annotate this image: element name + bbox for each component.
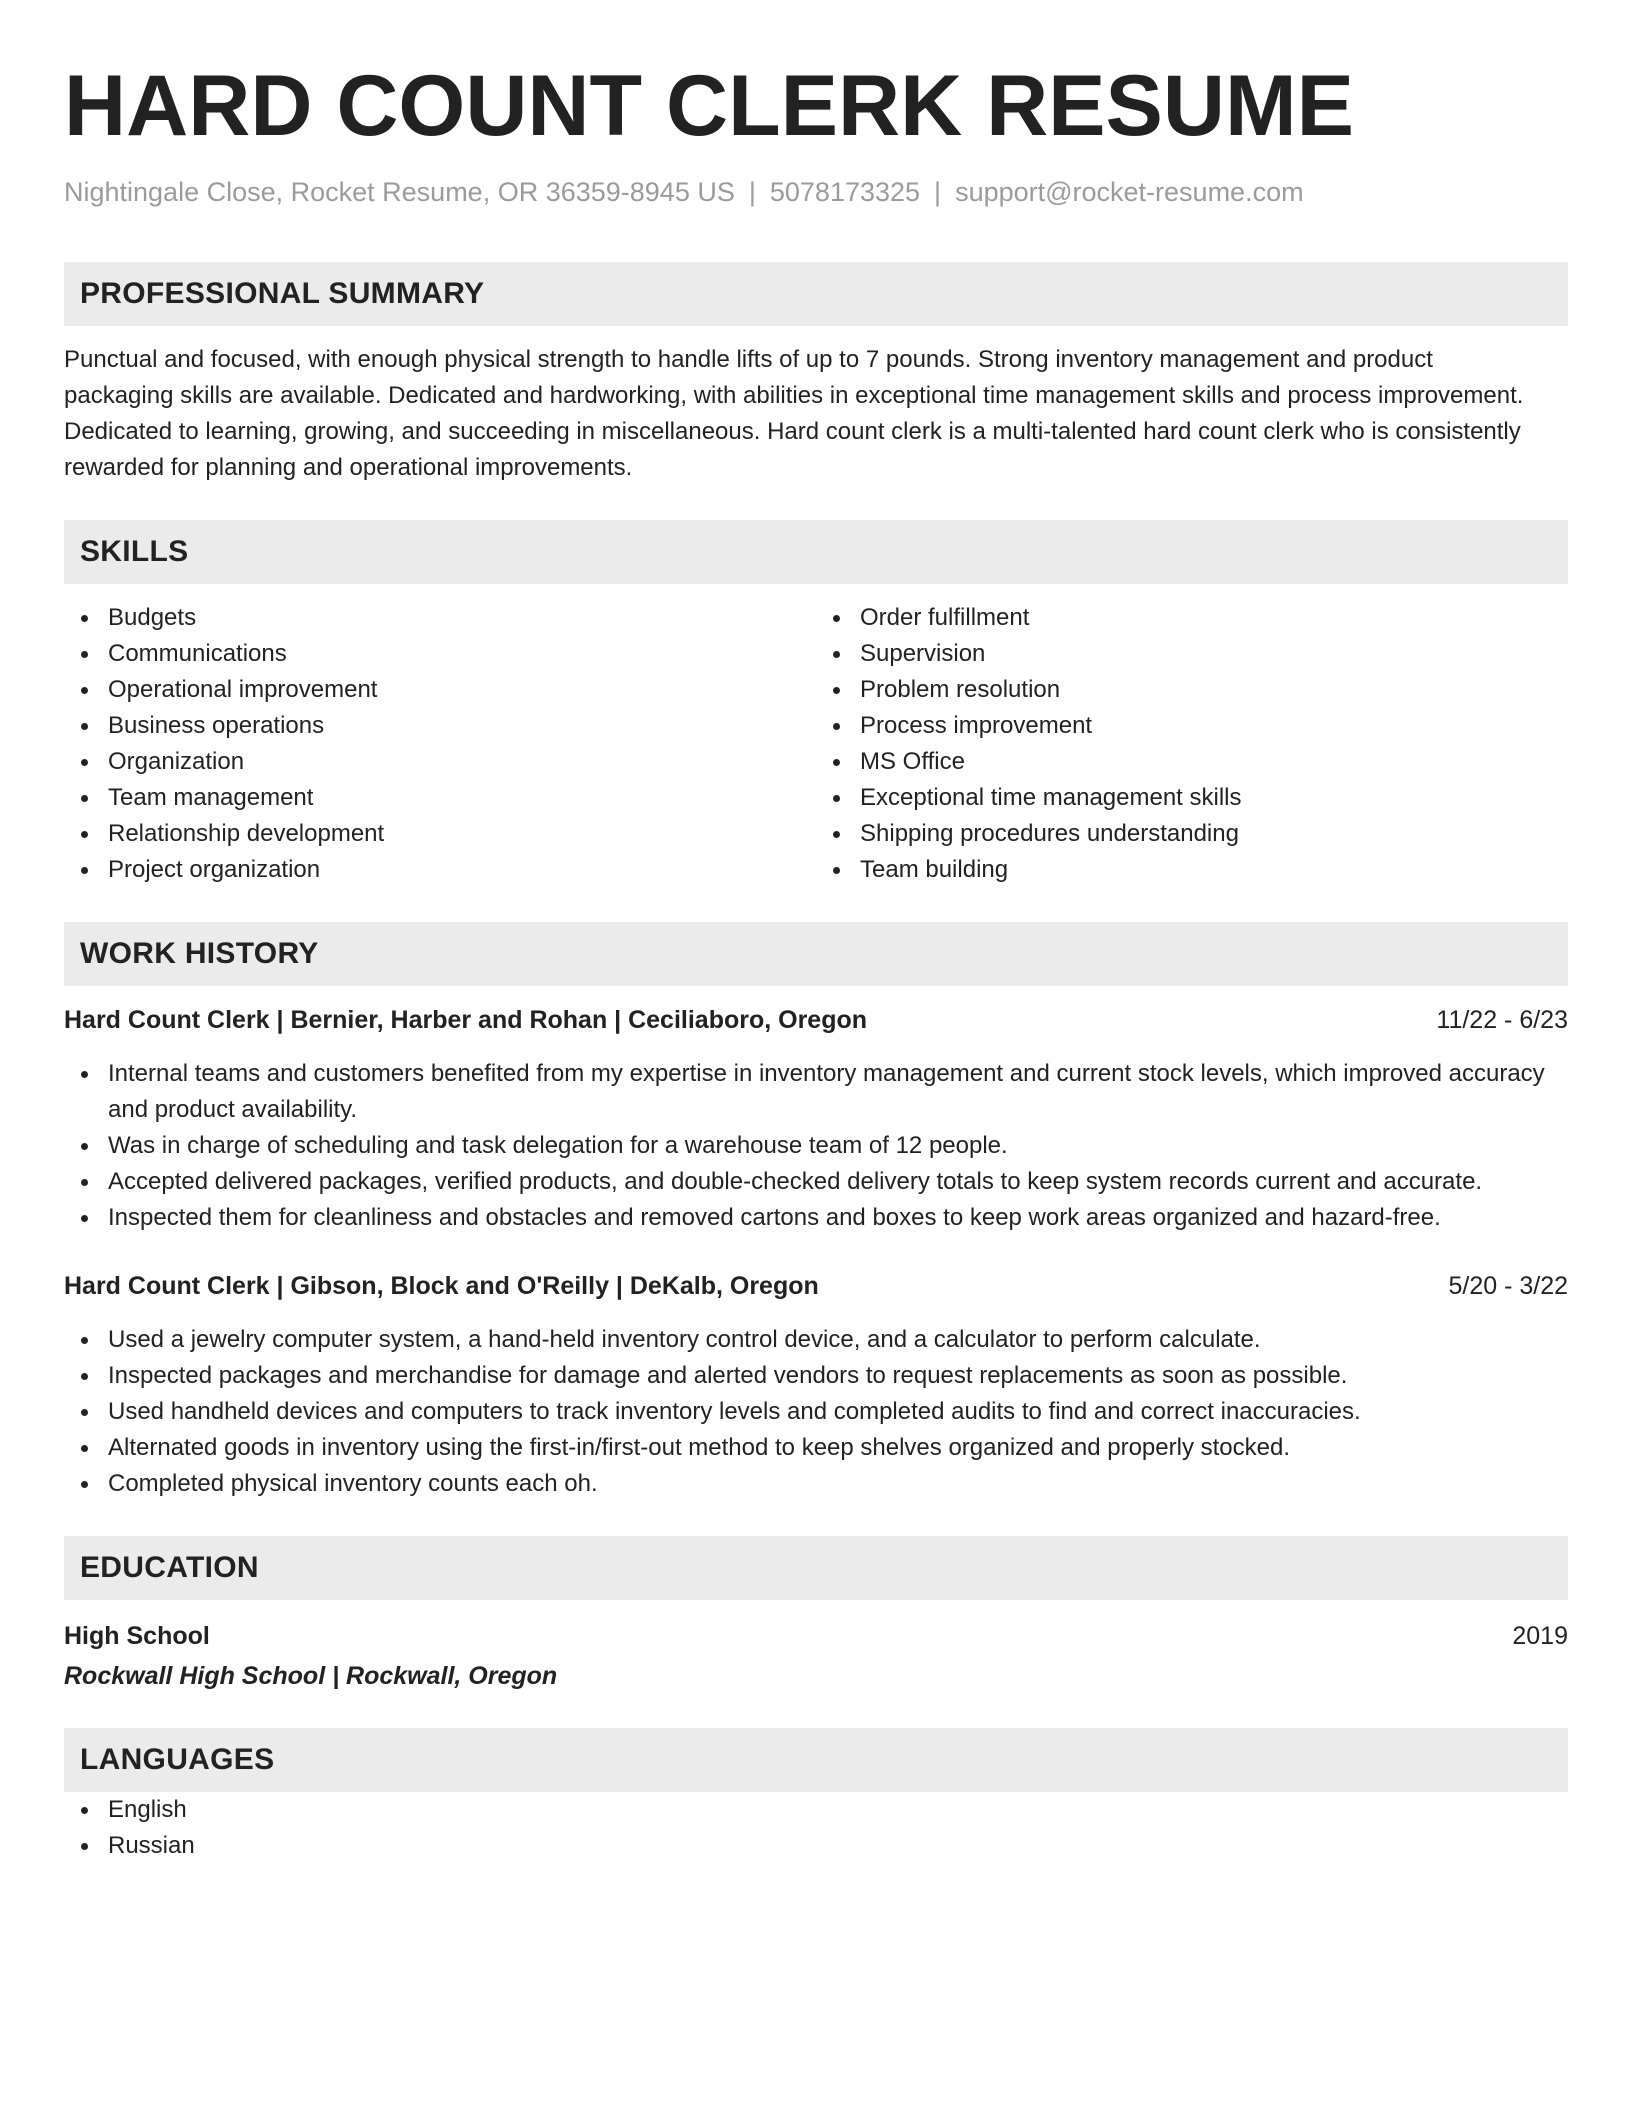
job-bullet: Alternated goods in inventory using the first-in/first-out method to keep shelves organized and properly stocked. [108, 1430, 1568, 1466]
skill-item: Supervision [860, 636, 1568, 672]
skills-list-left [64, 600, 816, 888]
job-bullet: Accepted delivered packages, verified products, and double-checked delivery totals to keep system records current and accurate. [108, 1164, 1568, 1200]
education-entry [64, 1618, 1568, 1694]
summary-text: Punctual and focused, with enough physical strength to handle lifts of up to 7 pounds. Strong inventory management and product packaging skills are available. Dedicated and hardworking, with abilities in exceptional time management skills and process improvement. Dedicated to learning, growing, and succeeding in miscellaneous. Hard count clerk is a multi-talented hard count clerk who is consistently rewarded for planning and operational improvements. [64, 346, 1524, 481]
skill-item: Team building [860, 852, 1568, 888]
skill-item: Team management [108, 780, 816, 816]
contact-separator: | [934, 177, 942, 207]
skill-item: MS Office [860, 744, 1568, 780]
languages-heading: LANGUAGES [64, 1728, 1568, 1792]
skill-item: Project organization [108, 852, 816, 888]
job-title: Hard Count Clerk | Gibson, Block and O'Reilly | DeKalb, Oregon [64, 1272, 819, 1300]
education-section [64, 1536, 1568, 1694]
languages-list [64, 1792, 1568, 1864]
job-dates: 5/20 - 3/22 [1448, 1272, 1568, 1300]
education-header [64, 1618, 1568, 1654]
job-entry [64, 1268, 1568, 1502]
contact-address: Nightingale Close, Rocket Resume, OR 36359-8945 US [64, 177, 735, 207]
education-school: Rockwall High School | Rockwall, Oregon [64, 1662, 558, 1690]
contact-email: support@rocket-resume.com [955, 177, 1304, 207]
skill-item: Shipping procedures understanding [860, 816, 1568, 852]
skill-item: Process improvement [860, 708, 1568, 744]
skill-item: Operational improvement [108, 672, 816, 708]
skill-item: Organization [108, 744, 816, 780]
skill-item: Problem resolution [860, 672, 1568, 708]
job-bullet: Completed physical inventory counts each oh. [108, 1466, 1568, 1502]
skill-item: Exceptional time management skills [860, 780, 1568, 816]
languages-section [64, 1728, 1568, 1864]
resume-title: HARD COUNT CLERK RESUME [64, 58, 1354, 154]
skill-item: Order fulfillment [860, 600, 1568, 636]
skill-item: Communications [108, 636, 816, 672]
summary-section [64, 262, 1568, 486]
work-history-section [64, 922, 1568, 1502]
contact-phone: 5078173325 [769, 177, 921, 207]
skill-item: Relationship development [108, 816, 816, 852]
job-dates: 11/22 - 6/23 [1436, 1006, 1568, 1034]
contact-separator: | [748, 177, 756, 207]
job-bullet: Inspected packages and merchandise for damage and alerted vendors to request replacements as soon as possible. [108, 1358, 1568, 1394]
education-degree: High School [64, 1622, 210, 1650]
skills-list-right [816, 600, 1568, 888]
skills-columns [64, 600, 1568, 888]
job-bullet: Used a jewelry computer system, a hand-held inventory control device, and a calculator to perform calculate. [108, 1322, 1568, 1358]
contact-line [64, 174, 1568, 210]
job-bullet: Inspected them for cleanliness and obstacles and removed cartons and boxes to keep work areas organized and hazard-free. [108, 1200, 1568, 1236]
education-year: 2019 [1512, 1622, 1568, 1650]
skills-heading: SKILLS [64, 520, 1568, 584]
summary-heading: PROFESSIONAL SUMMARY [64, 262, 1568, 326]
work-history-heading: WORK HISTORY [64, 922, 1568, 986]
job-bullets [64, 1056, 1568, 1236]
job-bullet: Used handheld devices and computers to track inventory levels and completed audits to find and correct inaccuracies. [108, 1394, 1568, 1430]
language-item: Russian [108, 1828, 1568, 1864]
job-entry [64, 1002, 1568, 1236]
skill-item: Budgets [108, 600, 816, 636]
skills-section [64, 520, 1568, 888]
job-bullets [64, 1322, 1568, 1502]
education-heading: EDUCATION [64, 1536, 1568, 1600]
job-title: Hard Count Clerk | Bernier, Harber and Rohan | Ceciliaboro, Oregon [64, 1006, 868, 1034]
job-bullet: Internal teams and customers benefited from my expertise in inventory management and current stock levels, which improved accuracy and product availability. [108, 1056, 1568, 1128]
skill-item: Business operations [108, 708, 816, 744]
job-header [64, 1268, 1568, 1304]
language-item: English [108, 1792, 1568, 1828]
job-bullet: Was in charge of scheduling and task delegation for a warehouse team of 12 people. [108, 1128, 1568, 1164]
job-header [64, 1002, 1568, 1038]
